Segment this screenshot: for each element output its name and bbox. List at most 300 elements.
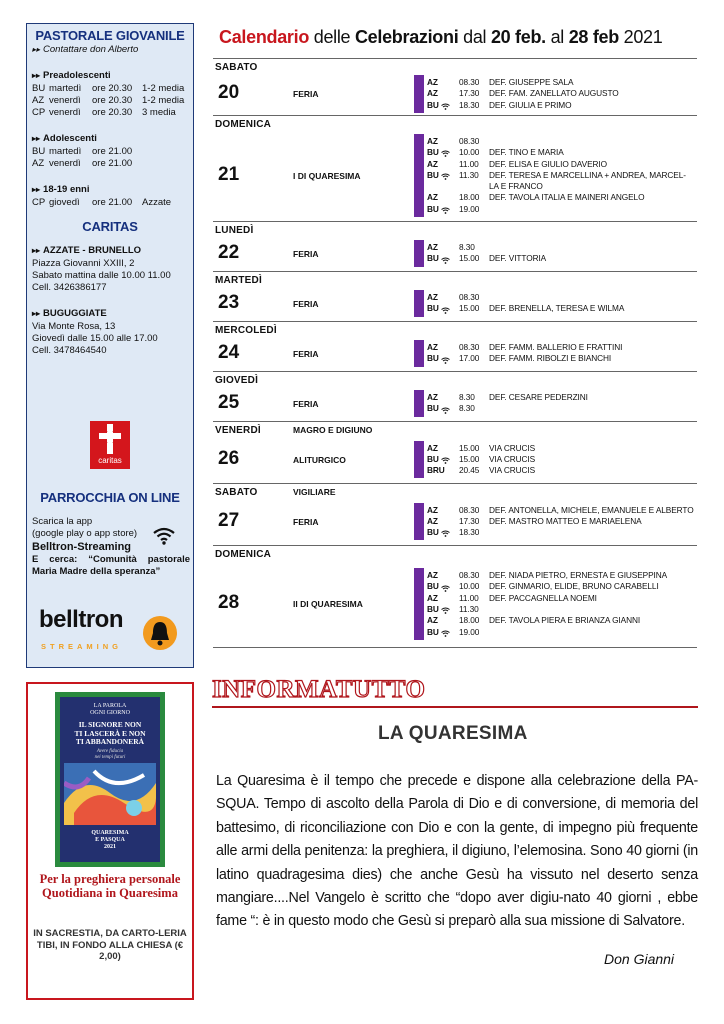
calendar-title-date-end: 28 feb xyxy=(568,27,619,47)
mass-intention: DEF. ANTONELLA, MICHELE, EMANUELE E ALBERTO xyxy=(489,504,694,515)
schedule-cell: giovedì xyxy=(49,197,80,208)
calendar-day xyxy=(213,545,697,648)
mass-list xyxy=(427,242,546,265)
mass-row xyxy=(427,403,588,414)
mass-church xyxy=(427,303,459,314)
caritas-logo-text: caritas xyxy=(98,456,122,465)
mass-church-code: AZ xyxy=(427,242,438,253)
mass-church-code: BU xyxy=(427,453,439,464)
book-cover xyxy=(55,692,165,867)
schedule-cell: CP xyxy=(32,107,46,118)
book-cover-series: LA PAROLA OGNI GIORNO xyxy=(90,703,130,716)
day-color-bar xyxy=(414,441,424,479)
mass-church xyxy=(427,353,459,364)
informatutto-header: INFORMATUTTO xyxy=(212,676,426,703)
mass-time: 15.00 xyxy=(459,453,480,464)
day-name: MARTEDÌ xyxy=(215,275,262,286)
double-arrow-icon: ▸▸ xyxy=(32,45,41,54)
mass-church xyxy=(427,516,459,527)
day-liturgy: FERIA xyxy=(293,348,319,359)
mass-time: 8.30 xyxy=(459,403,475,414)
mass-intention: VIA CRUCIS xyxy=(489,465,536,476)
mass-time: 18.30 xyxy=(459,99,480,110)
mass-church-code: AZ xyxy=(427,392,438,403)
mass-intention: DEF. FAMM. BALLERIO E FRATTINI xyxy=(489,342,623,353)
mass-list xyxy=(427,77,619,111)
book-caption: Per la preghiera personale Quotidiana in Quaresima xyxy=(39,872,181,900)
pastorale-group xyxy=(32,70,188,119)
mass-time: 11.00 xyxy=(459,158,479,169)
mass-time: 08.30 xyxy=(459,570,480,581)
book-promo-box xyxy=(26,682,194,1000)
mass-list xyxy=(427,292,624,315)
mass-church xyxy=(427,527,459,538)
day-name: GIOVEDÌ xyxy=(215,375,259,386)
mass-list xyxy=(427,342,622,365)
streaming-wifi-icon xyxy=(441,529,450,536)
calendar-title-word: delle xyxy=(313,27,351,47)
mass-intention: LA E FRANCO xyxy=(489,181,543,192)
mass-row xyxy=(427,443,535,454)
day-color-bar xyxy=(414,290,424,317)
day-number: 23 xyxy=(218,291,240,313)
mass-time: 08.30 xyxy=(459,342,480,353)
day-liturgy: FERIA xyxy=(293,516,319,527)
mass-row xyxy=(427,615,667,626)
schedule-cell: AZ xyxy=(32,158,45,169)
mass-row xyxy=(427,88,619,99)
mass-church xyxy=(427,443,459,454)
mass-row xyxy=(427,570,667,581)
mass-time: 18.00 xyxy=(459,192,480,203)
mass-intention: VIA CRUCIS xyxy=(489,453,536,464)
mass-row xyxy=(427,465,535,476)
mass-time: 11.30 xyxy=(459,169,479,180)
mass-intention: DEF. TAVOLA ITALIA E MAINERI ANGELO xyxy=(489,192,645,203)
mass-church xyxy=(427,192,459,203)
mass-intention: DEF. VITTORIA xyxy=(489,253,547,264)
schedule-cell: Azzate xyxy=(142,197,172,208)
caritas-logo xyxy=(90,421,130,469)
wifi-icon xyxy=(153,527,175,545)
streaming-wifi-icon xyxy=(441,606,450,613)
day-liturgy: ALITURGICO xyxy=(293,454,346,465)
mass-church-code: AZ xyxy=(427,192,438,203)
mass-church-code: BU xyxy=(427,603,439,614)
mass-row xyxy=(427,527,694,538)
parrocchia-line: (google play o app store) xyxy=(32,528,138,539)
mass-church xyxy=(427,342,459,353)
mass-time: 11.00 xyxy=(459,592,479,603)
day-liturgy: I DI QUARESIMA xyxy=(293,170,361,181)
mass-church-code: BU xyxy=(427,581,439,592)
caritas-title: CARITAS xyxy=(82,219,138,234)
mass-time: 15.00 xyxy=(459,442,480,453)
mass-church xyxy=(427,454,459,465)
book-cover-title: IL SIGNORE NON TI LASCERÀ E NON TI ABBANDONERÀ xyxy=(74,720,146,746)
mass-time: 15.00 xyxy=(459,253,480,264)
streaming-wifi-icon xyxy=(441,102,450,109)
mass-church xyxy=(427,392,459,403)
calendar-day xyxy=(213,371,697,421)
mass-time xyxy=(459,181,489,192)
caritas-buguggiate-title xyxy=(32,308,188,320)
mass-list xyxy=(427,505,694,539)
calendar-day xyxy=(213,221,697,271)
pastorale-schedule-row xyxy=(32,146,188,158)
day-color-bar xyxy=(414,340,424,367)
mass-church xyxy=(427,581,459,592)
day-note: MAGRO E DIGIUNO xyxy=(293,425,373,435)
mass-church xyxy=(427,604,459,615)
pastorale-title: PASTORALE GIOVANILE xyxy=(35,28,185,43)
mass-time: 15.00 xyxy=(459,303,480,314)
mass-church-code: BU xyxy=(427,353,439,364)
double-arrow-icon: ▸▸ xyxy=(32,246,41,255)
schedule-cell: martedì xyxy=(49,146,82,157)
pastorale-schedule-row xyxy=(32,197,188,209)
day-number: 26 xyxy=(218,447,240,469)
pastorale-group xyxy=(32,133,188,170)
mass-intention: DEF. GIULIA E PRIMO xyxy=(489,99,572,110)
streaming-wifi-icon xyxy=(441,629,450,636)
article-title: LA QUARESIMA xyxy=(378,723,528,744)
mass-church xyxy=(427,77,459,88)
schedule-cell: CP xyxy=(32,197,46,208)
mass-church xyxy=(427,147,459,158)
pastorale-subtitle xyxy=(32,44,188,56)
caritas-buguggiate-title-text: BUGUGGIATE xyxy=(43,308,107,319)
mass-church-code: AZ xyxy=(427,515,438,526)
schedule-cell: venerdì xyxy=(49,158,81,169)
streaming-wifi-icon xyxy=(441,256,450,263)
caritas-cross-icon xyxy=(99,424,121,454)
pastorale-group-title-text: 18-19 enni xyxy=(43,184,90,195)
book-availability-note: IN SACRESTIA, DA CARTO-LERIA TIBI, IN FONDO ALLA CHIESA (€ 2,00) xyxy=(33,928,187,962)
mass-row xyxy=(427,253,546,264)
day-number: 21 xyxy=(218,163,240,185)
schedule-cell: BU xyxy=(32,83,46,94)
calendar-title-word: Calendario xyxy=(219,27,310,47)
calendar-day xyxy=(213,421,697,483)
book-cover-artwork xyxy=(64,763,156,825)
mass-intention: DEF. ELISA E GIULIO DAVERIO xyxy=(489,158,607,169)
mass-church-code: AZ xyxy=(427,158,438,169)
mass-church xyxy=(427,593,459,604)
pastorale-group-title xyxy=(32,70,188,82)
sidebar-panel xyxy=(26,23,194,668)
mass-list xyxy=(427,443,535,477)
streaming-wifi-icon xyxy=(441,584,450,591)
mass-time: 10.00 xyxy=(459,147,480,158)
mass-church-code: BU xyxy=(427,99,439,110)
informatutto-divider xyxy=(212,706,698,708)
mass-church xyxy=(427,170,459,181)
caritas-azzate xyxy=(32,245,188,294)
mass-list xyxy=(427,392,588,415)
schedule-cell: ore 20.30 xyxy=(92,107,133,118)
mass-intention: DEF. TAVOLA PIERA E BRIANZA GIANNI xyxy=(489,615,641,626)
day-name: VENERDÌ xyxy=(215,425,261,436)
mass-intention: VIA CRUCIS xyxy=(489,442,536,453)
parrocchia-line: Scarica la app xyxy=(32,516,93,527)
day-number: 28 xyxy=(218,592,240,613)
calendar-title-word: al xyxy=(550,27,564,47)
streaming-wifi-icon xyxy=(441,306,450,313)
schedule-cell: BU xyxy=(32,146,46,157)
streaming-wifi-icon xyxy=(441,172,450,179)
mass-row xyxy=(427,77,619,88)
streaming-wifi-icon xyxy=(441,149,450,156)
mass-church-code: BU xyxy=(427,527,439,538)
streaming-wifi-icon xyxy=(441,406,450,413)
mass-row xyxy=(427,181,686,192)
mass-church xyxy=(427,159,459,170)
mass-church xyxy=(427,242,459,253)
day-color-bar xyxy=(414,568,424,640)
parrocchia-app-name: Belltron-Streaming xyxy=(32,541,132,553)
mass-row xyxy=(427,136,686,147)
article-body: La Quaresima è il tempo che precede e dispone alla celebrazione della PA-SQUA. Tempo di ascolto della Parola di Dio e di conversione, di memoria del battesimo, di riconciliazione con Dio e con la gente, di impegno più frequente alle armi della penitenza: la preghiera, il digiuno, l’elemosina. Sono 40 giorni (in latino quadragesima dies) che anche Gesù ha vissuto nel deserto senza mangiare....Nel Vangelo è scritto che “dopo aver digiu-nato 40 giorni , ebbe fame “: è in questo modo che Gesù si preparò alla sua missione di Salvatore. xyxy=(216,773,698,930)
mass-time: 08.30 xyxy=(459,504,480,515)
mass-church-code: AZ xyxy=(427,292,438,303)
belltron-logo xyxy=(39,606,184,652)
calendar-day xyxy=(213,271,697,321)
day-number: 24 xyxy=(218,341,240,363)
day-number: 25 xyxy=(218,391,240,413)
mass-time: 8.30 xyxy=(459,242,475,253)
mass-time: 18.00 xyxy=(459,615,480,626)
mass-church xyxy=(427,100,459,111)
mass-church xyxy=(427,505,459,516)
mass-church-code: AZ xyxy=(427,88,438,99)
schedule-cell: ore 20.30 xyxy=(92,95,133,106)
day-color-bar xyxy=(414,240,424,267)
calendar-day xyxy=(213,483,697,545)
calendar-day xyxy=(213,321,697,371)
mass-time: 08.30 xyxy=(459,77,480,88)
mass-church xyxy=(427,627,459,638)
mass-row xyxy=(427,516,694,527)
mass-time: 19.00 xyxy=(459,626,480,637)
schedule-cell: AZ xyxy=(32,95,45,106)
mass-intention: DEF. BRENELLA, TERESA E WILMA xyxy=(489,303,625,314)
mass-intention: DEF. MASTRO MATTEO E MARIAELENA xyxy=(489,515,642,526)
schedule-cell: venerdì xyxy=(49,107,81,118)
double-arrow-icon: ▸▸ xyxy=(32,134,41,143)
mass-church-code: AZ xyxy=(427,442,438,453)
day-number: 20 xyxy=(218,82,240,103)
mass-time: 18.30 xyxy=(459,527,480,538)
mass-row xyxy=(427,392,588,403)
mass-row xyxy=(427,581,667,592)
schedule-cell: ore 20.30 xyxy=(92,83,133,94)
mass-list xyxy=(427,136,686,215)
book-cover-subtitle: Avere fiducia nei tempi futuri xyxy=(94,749,126,760)
mass-intention: DEF. TINO E MARIA xyxy=(489,147,564,158)
mass-intention: DEF. TERESA E MARCELLINA + ANDREA, MARCEL- xyxy=(489,169,686,180)
mass-row xyxy=(427,627,667,638)
mass-intention: DEF. GINMARIO, ELIDE, BRUNO CARABELLI xyxy=(489,581,659,592)
mass-row xyxy=(427,159,686,170)
mass-church-code: AZ xyxy=(427,77,438,88)
schedule-cell: venerdì xyxy=(49,95,81,106)
pastorale-schedule-row xyxy=(32,83,188,95)
belltron-wordmark: belltron xyxy=(39,606,123,633)
mass-church-code: BU xyxy=(427,253,439,264)
mass-church-code: BU xyxy=(427,403,439,414)
day-note: VIGILIARE xyxy=(293,487,336,497)
calendar-title-word: dal xyxy=(463,27,487,47)
pastorale-group xyxy=(32,184,188,209)
mass-row xyxy=(427,342,622,353)
book-cover-inner xyxy=(60,697,160,862)
streaming-wifi-icon xyxy=(441,456,450,463)
caritas-buguggiate-line: Via Monte Rosa, 13 xyxy=(32,321,116,332)
double-arrow-icon: ▸▸ xyxy=(32,309,41,318)
mass-intention: DEF. FAM. ZANELLATO AUGUSTO xyxy=(489,88,619,99)
mass-row xyxy=(427,505,694,516)
calendar-title-word: Celebrazioni xyxy=(354,27,459,47)
schedule-cell: martedì xyxy=(49,83,82,94)
book-cover-bottom: QUARESIMA E PASQUA 2021 xyxy=(91,830,129,850)
day-number: 22 xyxy=(218,241,240,263)
mass-church xyxy=(427,181,459,192)
calendar-day xyxy=(213,58,697,115)
mass-row xyxy=(427,593,667,604)
caritas-azzate-line: Piazza Giovanni XXIII, 2 xyxy=(32,258,135,269)
mass-row xyxy=(427,303,624,314)
mass-church-code: BU xyxy=(427,303,439,314)
schedule-cell: 1-2 media xyxy=(142,95,185,106)
pastorale-group-title-text: Adolescenti xyxy=(43,133,97,144)
day-number: 27 xyxy=(218,509,240,531)
mass-time: 17.30 xyxy=(459,515,480,526)
mass-intention: DEF. NIADA PIETRO, ERNESTA E GIUSEPPINA xyxy=(489,570,668,581)
day-liturgy: FERIA xyxy=(293,398,319,409)
mass-row xyxy=(427,604,667,615)
schedule-cell: ore 21.00 xyxy=(92,197,133,208)
mass-row xyxy=(427,204,686,215)
mass-church xyxy=(427,570,459,581)
mass-church xyxy=(427,136,459,147)
mass-church-code: AZ xyxy=(427,342,438,353)
caritas-buguggiate-line: Giovedì dalle 15.00 alle 17.00 xyxy=(32,333,158,344)
pastorale-group-title-text: Preadolescenti xyxy=(43,70,111,81)
mass-row xyxy=(427,242,546,253)
mass-time: 8.30 xyxy=(459,392,475,403)
day-name: DOMENICA xyxy=(215,119,272,130)
mass-intention: DEF. CESARE PEDERZINI xyxy=(489,392,588,403)
mass-church xyxy=(427,88,459,99)
day-name: SABATO xyxy=(215,487,258,498)
mass-list xyxy=(427,570,667,638)
caritas-azzate-title-text: AZZATE - BRUNELLO xyxy=(43,245,142,256)
mass-time: 11.30 xyxy=(459,603,479,614)
mass-church-code: AZ xyxy=(427,504,438,515)
pastorale-groups xyxy=(32,70,188,209)
pastorale-schedule-row xyxy=(32,158,188,170)
day-name: MERCOLEDÌ xyxy=(215,325,277,336)
mass-time: 19.00 xyxy=(459,203,480,214)
caritas-buguggiate xyxy=(32,308,188,357)
mass-church xyxy=(427,253,459,264)
double-arrow-icon: ▸▸ xyxy=(32,185,41,194)
day-name: DOMENICA xyxy=(215,549,272,560)
schedule-cell: 3 media xyxy=(142,107,176,118)
calendar-title-year: 2021 xyxy=(623,27,663,47)
day-liturgy: FERIA xyxy=(293,89,319,99)
day-liturgy: FERIA xyxy=(293,298,319,309)
schedule-cell: ore 21.00 xyxy=(92,158,133,169)
caritas-azzate-phone: Cell. 3426386177 xyxy=(32,282,107,293)
mass-intention: DEF. FAMM. RIBOLZI E BIANCHI xyxy=(489,353,612,364)
article-signature: Don Gianni xyxy=(604,951,675,967)
day-color-bar xyxy=(414,503,424,541)
mass-church-code: AZ xyxy=(427,592,438,603)
mass-intention: DEF. PACCAGNELLA NOEMI xyxy=(489,592,597,603)
double-arrow-icon: ▸▸ xyxy=(32,71,41,80)
mass-row xyxy=(427,100,619,111)
mass-church-code: BU xyxy=(427,169,439,180)
mass-church-code: AZ xyxy=(427,135,438,146)
mass-time: 17.00 xyxy=(459,353,480,364)
pastorale-schedule-row xyxy=(32,95,188,107)
day-name: SABATO xyxy=(215,62,258,73)
calendar-table xyxy=(213,58,697,648)
mass-row xyxy=(427,353,622,364)
mass-row xyxy=(427,192,686,203)
pastorale-group-title xyxy=(32,133,188,145)
pastorale-group-title xyxy=(32,184,188,196)
streaming-wifi-icon xyxy=(441,206,450,213)
mass-church xyxy=(427,204,459,215)
mass-row xyxy=(427,170,686,181)
calendar-title xyxy=(219,27,699,48)
mass-church xyxy=(427,615,459,626)
day-color-bar xyxy=(414,75,424,113)
mass-row xyxy=(427,147,686,158)
mass-time: 08.30 xyxy=(459,292,480,303)
parrocchia-body xyxy=(32,516,190,578)
mass-row xyxy=(427,454,535,465)
mass-church-code: BU xyxy=(427,203,439,214)
day-liturgy: FERIA xyxy=(293,248,319,259)
belltron-streaming: STREAMING xyxy=(41,642,122,651)
caritas-azzate-title xyxy=(32,245,188,257)
mass-church-code: AZ xyxy=(427,615,438,626)
mass-church-code: BU xyxy=(427,626,439,637)
mass-time: 17.30 xyxy=(459,88,480,99)
calendar-title-date-start: 20 feb. xyxy=(490,27,546,47)
mass-row xyxy=(427,292,624,303)
mass-intention: DEF. GIUSEPPE SALA xyxy=(489,77,574,88)
mass-church xyxy=(427,465,459,476)
day-liturgy: II DI QUARESIMA xyxy=(293,599,363,609)
mass-church xyxy=(427,292,459,303)
pastorale-sub-text: Contattare don Alberto xyxy=(43,44,139,55)
schedule-cell: 1-2 media xyxy=(142,83,185,94)
mass-time: 08.30 xyxy=(459,135,480,146)
caritas-buguggiate-phone: Cell. 3478464540 xyxy=(32,345,107,356)
day-name: LUNEDÌ xyxy=(215,225,254,236)
pastorale-schedule-row xyxy=(32,107,188,119)
mass-time: 20.45 xyxy=(459,465,480,476)
mass-church-code: BRU xyxy=(427,465,445,476)
day-color-bar xyxy=(414,134,424,217)
parrocchia-search-text: E cerca: “Comunità pastorale Maria Madre della speranza” xyxy=(32,554,190,577)
caritas-azzate-line: Sabato mattina dalle 10.00 11.00 xyxy=(32,270,171,281)
